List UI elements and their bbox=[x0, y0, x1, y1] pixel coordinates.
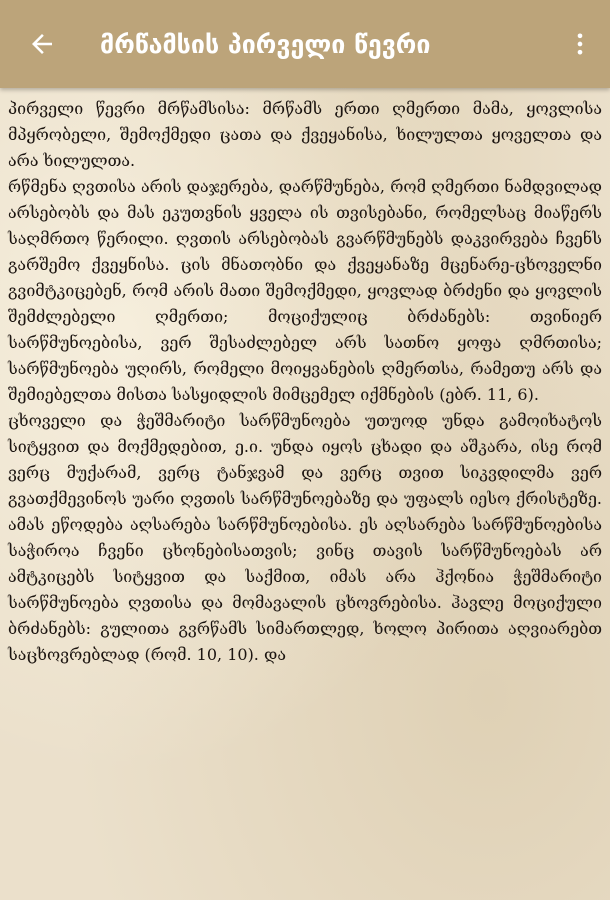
paragraph-3: ცხოველი და ჭეშმარიტი სარწმუნოება უთუოდ უნდა გამოიხატოს სიტყვით და მოქმედებით, ე.ი. უნდა იყოს ცხადი და აშკარა, ისე რომ ვერც მუქარამ, ვერც ტანჯვამ და ვერც თვით სიკვდილმა ვერ გვათქმევინოს უარი ღვთის სარწმუნოებაზე და უფალს იესო ქრისტეზე. ამას ეწოდება აღსარება სარწმუნოებისა. ეს აღსარება სარწმუნოებისა საჭიროა ჩვენი ცხონებისათვის; ვინც თავის სარწმუნოებას არ ამტკიცებს სიტყვით და საქმით, იმას არა ჰქონია ჭეშმარიტი სარწმუნოება ღვთისა და მომავალის ცხოვრებისა. ჰავლე მოციქული ბრძანებს: გულითა გვრწამს სიმართლედ, ხოლო პირითა აღვიარებთ საცხოვრებლად (რომ. 10, 10). და bbox=[8, 411, 602, 664]
paragraph-2: რწმენა ღვთისა არის დაჯერება, დარწმუნება, რომ ღმერთი ნამდვილად არსებობს და მას ეკუთვნის ყველა ის თვისებანი, რომელსაც მიაწერს საღმრთო წერილი. ღვთის არსებობას გვარწმუნებს დაკვირვება ჩვენს გარშემო ქვეყნისა. ცის მნათობნი და ქვეყანაზე მცენარე-ცხოველნი გვიმტკიცებენ, რომ არის მათი შემოქმედი, ყოვლად ბრძენი და ყოვლის შემძლებელი ღმერთი; მოციქულიც ბრძანებს: თვინიერ სარწმუნოებისა, ვერ შესაძლებელ არს სათნო ყოფა ღმრთისა; სარწმუნოება უღირს, რომელი მოიყვანების ღმერთსა, რამეთუ არს და შემიებელთა მისთა სასყიდლის მიმცემელ იქმნების (ებრ. 11, 6). bbox=[8, 177, 602, 404]
overflow-menu-button[interactable] bbox=[558, 16, 602, 72]
arrow-back-icon bbox=[27, 29, 57, 59]
more-vert-icon bbox=[566, 30, 594, 58]
article-text bbox=[0, 88, 610, 668]
app-bar bbox=[0, 0, 610, 88]
back-button[interactable] bbox=[14, 16, 70, 72]
page-title: მრწამსის პირველი წევრი bbox=[100, 29, 431, 59]
paragraph-1: პირველი წევრი მრწამსისა: მრწამს ერთი ღმერთი მამა, ყოვლისა მპყრობელი, შემოქმედი ცათა და ქვეყანისა, ხილულთა ყოველთა და არა ხილულთა. bbox=[8, 99, 602, 170]
article-content[interactable] bbox=[0, 88, 610, 900]
